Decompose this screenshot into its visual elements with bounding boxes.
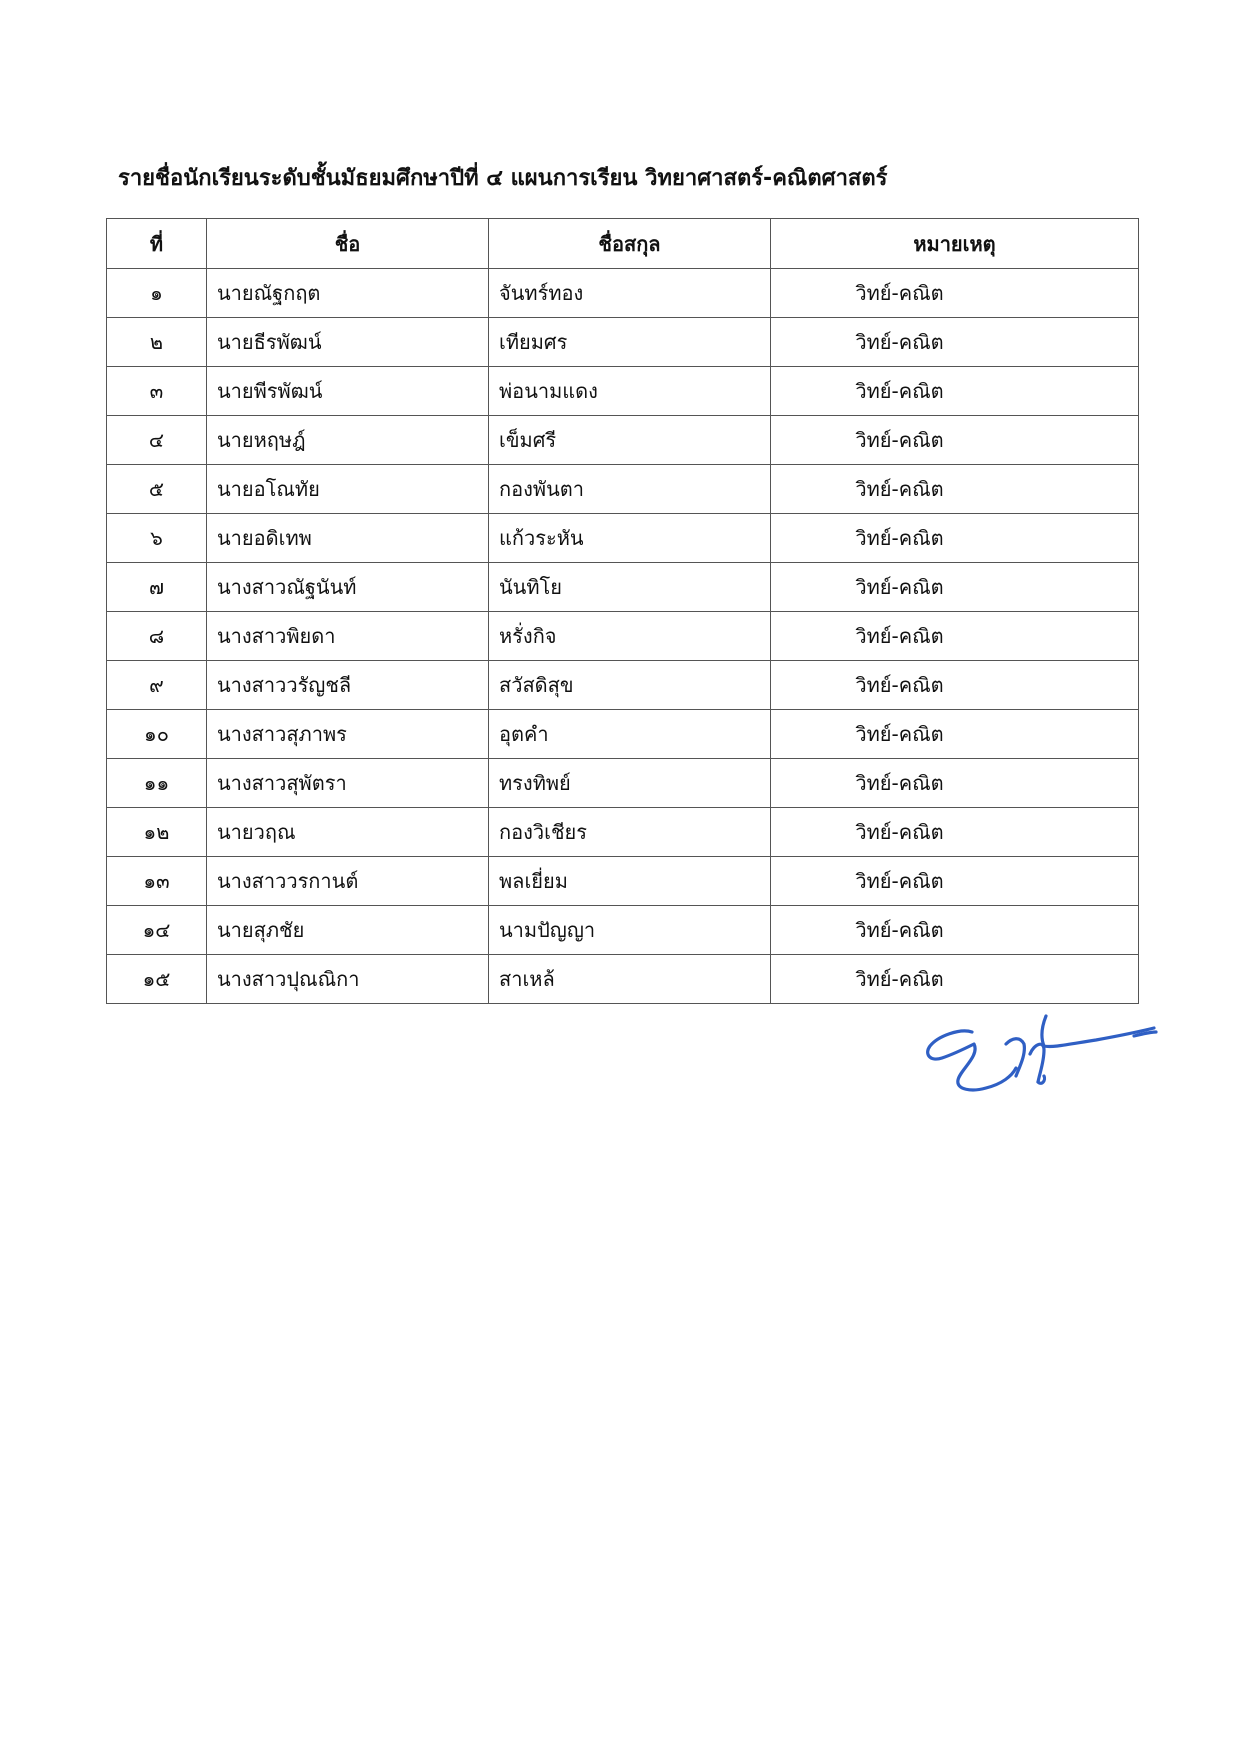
row-last-name: นามปัญญา <box>489 906 771 955</box>
row-remark: วิทย์-คณิต <box>771 514 1139 563</box>
row-last-name: เทียมศร <box>489 318 771 367</box>
row-last-name: แก้วระหัน <box>489 514 771 563</box>
signature <box>920 1010 1160 1102</box>
row-remark: วิทย์-คณิต <box>771 857 1139 906</box>
row-last-name: กองวิเชียร <box>489 808 771 857</box>
row-first-name: นางสาวปุณณิกา <box>207 955 489 1004</box>
row-number: ๑๒ <box>107 808 207 857</box>
row-last-name: พลเยี่ยม <box>489 857 771 906</box>
table-row <box>107 955 1139 1004</box>
row-last-name: พ่อนามแดง <box>489 367 771 416</box>
row-first-name: นายสุภชัย <box>207 906 489 955</box>
table-row <box>107 759 1139 808</box>
row-first-name: นางสาวณัฐนันท์ <box>207 563 489 612</box>
row-remark: วิทย์-คณิต <box>771 563 1139 612</box>
row-last-name: เข็มศรี <box>489 416 771 465</box>
row-remark: วิทย์-คณิต <box>771 906 1139 955</box>
row-last-name: อุตคำ <box>489 710 771 759</box>
table-row <box>107 661 1139 710</box>
row-first-name: นางสาววรกานต์ <box>207 857 489 906</box>
student-list-table <box>106 218 1139 1004</box>
row-number: ๒ <box>107 318 207 367</box>
table-row <box>107 808 1139 857</box>
row-number: ๙ <box>107 661 207 710</box>
row-number: ๘ <box>107 612 207 661</box>
row-remark: วิทย์-คณิต <box>771 759 1139 808</box>
row-number: ๖ <box>107 514 207 563</box>
header-number: ที่ <box>107 219 207 269</box>
table-body <box>107 269 1139 1004</box>
row-last-name: นันทิโย <box>489 563 771 612</box>
row-remark: วิทย์-คณิต <box>771 661 1139 710</box>
row-first-name: นายณัฐกฤต <box>207 269 489 318</box>
table-row <box>107 514 1139 563</box>
table-row <box>107 416 1139 465</box>
table-row <box>107 612 1139 661</box>
row-remark: วิทย์-คณิต <box>771 416 1139 465</box>
row-number: ๑๓ <box>107 857 207 906</box>
row-first-name: นางสาวสุภาพร <box>207 710 489 759</box>
row-last-name: จันทร์ทอง <box>489 269 771 318</box>
table-row <box>107 318 1139 367</box>
row-number: ๑๔ <box>107 906 207 955</box>
row-remark: วิทย์-คณิต <box>771 808 1139 857</box>
table-header-row <box>107 219 1139 269</box>
row-number: ๑๑ <box>107 759 207 808</box>
row-last-name: สวัสดิสุข <box>489 661 771 710</box>
row-remark: วิทย์-คณิต <box>771 318 1139 367</box>
row-last-name: ทรงทิพย์ <box>489 759 771 808</box>
row-remark: วิทย์-คณิต <box>771 955 1139 1004</box>
header-last-name: ชื่อสกุล <box>489 219 771 269</box>
table-row <box>107 710 1139 759</box>
row-number: ๑๕ <box>107 955 207 1004</box>
row-number: ๓ <box>107 367 207 416</box>
header-remark: หมายเหตุ <box>771 219 1139 269</box>
row-number: ๕ <box>107 465 207 514</box>
table-row <box>107 269 1139 318</box>
row-remark: วิทย์-คณิต <box>771 465 1139 514</box>
row-number: ๑๐ <box>107 710 207 759</box>
row-first-name: นายอดิเทพ <box>207 514 489 563</box>
header-first-name: ชื่อ <box>207 219 489 269</box>
row-first-name: นายอโณทัย <box>207 465 489 514</box>
row-first-name: นางสาวพิยดา <box>207 612 489 661</box>
row-remark: วิทย์-คณิต <box>771 367 1139 416</box>
table-row <box>107 367 1139 416</box>
row-number: ๔ <box>107 416 207 465</box>
row-first-name: นางสาววรัญชลี <box>207 661 489 710</box>
page-title: รายชื่อนักเรียนระดับชั้นมัธยมศึกษาปีที่ ๔ แผนการเรียน วิทยาศาสตร์-คณิตศาสตร์ <box>118 166 888 191</box>
row-first-name: นายธีรพัฒน์ <box>207 318 489 367</box>
row-number: ๑ <box>107 269 207 318</box>
table-row <box>107 857 1139 906</box>
table-row <box>107 465 1139 514</box>
row-first-name: นายพีรพัฒน์ <box>207 367 489 416</box>
row-first-name: นายหฤษฎ์ <box>207 416 489 465</box>
row-last-name: กองพันตา <box>489 465 771 514</box>
table-row <box>107 563 1139 612</box>
table-row <box>107 906 1139 955</box>
row-remark: วิทย์-คณิต <box>771 269 1139 318</box>
row-first-name: นายวฤณ <box>207 808 489 857</box>
row-last-name: หรั่งกิจ <box>489 612 771 661</box>
row-last-name: สาเหล้ <box>489 955 771 1004</box>
row-first-name: นางสาวสุพัตรา <box>207 759 489 808</box>
row-remark: วิทย์-คณิต <box>771 710 1139 759</box>
row-remark: วิทย์-คณิต <box>771 612 1139 661</box>
row-number: ๗ <box>107 563 207 612</box>
